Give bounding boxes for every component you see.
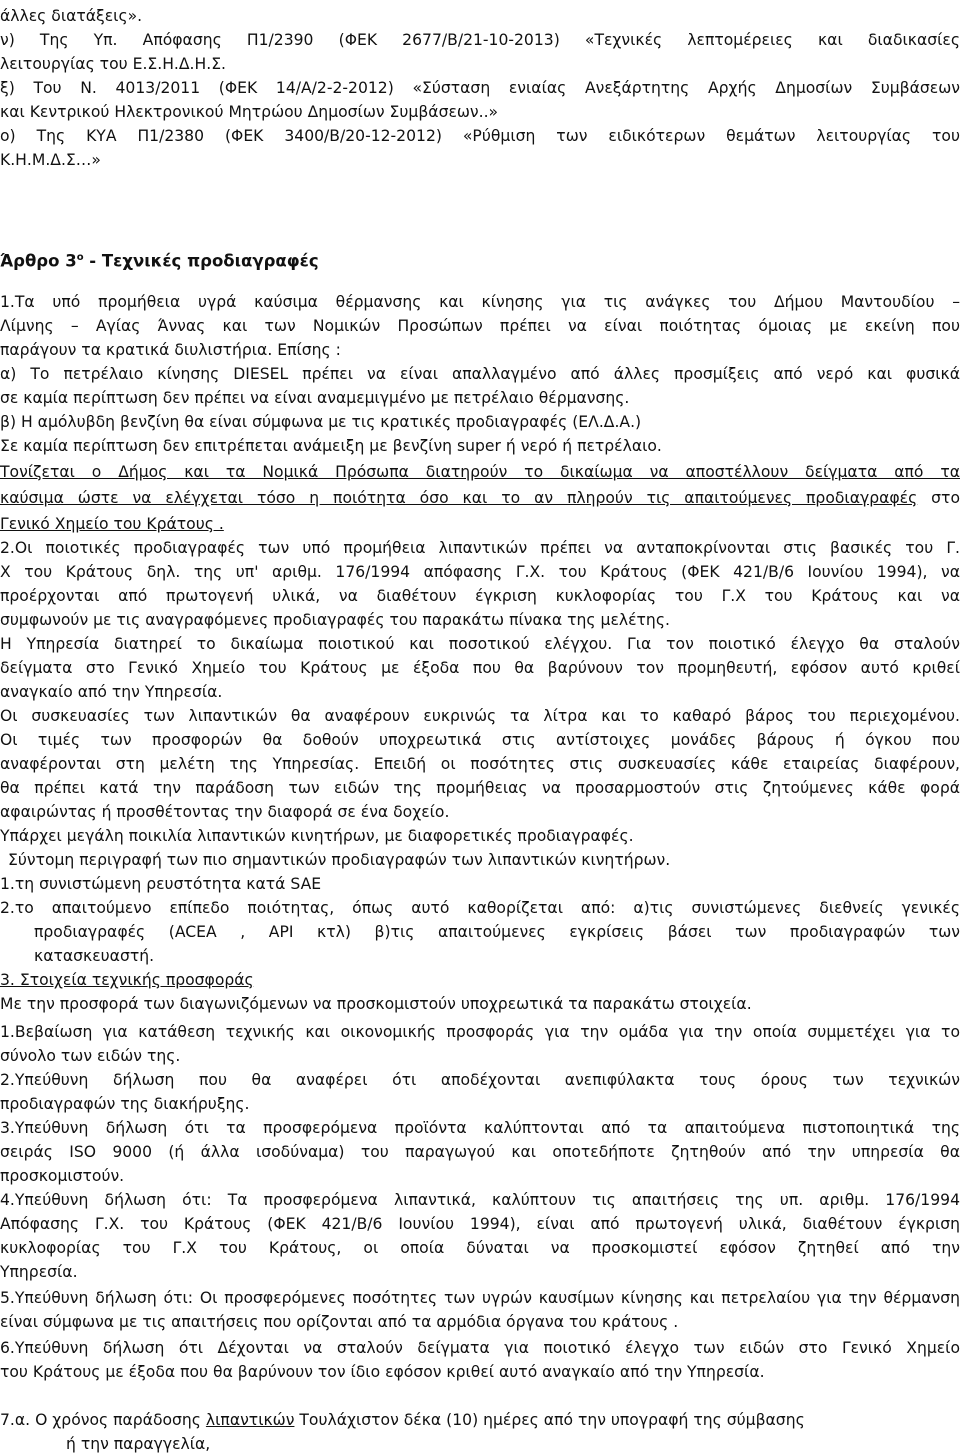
text-line: Υπάρχει μεγάλη ποικιλία λιπαντικών κινητήρων, με διαφορετικές προδιαγραφές. (0, 827, 634, 845)
text-line: 2.Υπεύθυνη δήλωση που θα αναφέρει ότι αποδέχονται ανεπιφύλακτα τους όρους των τεχνικών (0, 1071, 960, 1089)
underlined-text: Τονίζεται ο Δήμος και τα Νομικά Πρόσωπα διατηρούν το δικαίωμα να αποστέλλουν δείγματα από τα (0, 463, 960, 481)
heading-superscript: ο (76, 252, 84, 263)
text-line: 1.Βεβαίωση για κατάθεση τεχνικής και οικονομικής προσφοράς για την ομάδα για την οποία συμμετέχει για το (0, 1023, 960, 1041)
text-line: ν) Της Υπ. Απόφασης Π1/2390 (ΦΕΚ 2677/Β/21-10-2013) «Τεχνικές λεπτομέρειες και διαδικασίες (0, 31, 960, 49)
heading-prefix: Άρθρο 3 (0, 251, 77, 270)
underlined-text: 3. Στοιχεία τεχνικής προσφοράς (0, 971, 254, 989)
text-line: σύνολο των ειδών της. (0, 1047, 181, 1065)
text-line: λειτουργίας του Ε.Σ.Η.Δ.Η.Σ. (0, 55, 227, 73)
text-line: ο) Της ΚΥΑ Π1/2380 (ΦΕΚ 3400/Β/20-12-2012) «Ρύθμιση των ειδικότερων θεμάτων λειτουργίας του (0, 127, 960, 145)
text-line: Σύντομη περιγραφή των πιο σημαντικών προδιαγραφών των λιπαντικών κινητήρων. (8, 851, 671, 869)
text-line: κυκλοφορίας του Γ.Χ του Κράτους, οι οποία δύναται να προσκομιστεί εφόσον ζητηθεί από την (0, 1239, 960, 1257)
text-line: αναφέρονται στη μελέτη της Υπηρεσίας. Επειδή οι ποσότητες στις συσκευασίες κάθε εταιρείας διαφέρουν, (0, 755, 960, 773)
text-line: αναγκαίο από την Υπηρεσία. (0, 683, 223, 701)
text-line: δείγματα στο Γενικό Χημείο του Κράτους με έξοδα που θα βαρύνουν τον προμηθευτή, εφόσον αυτό κριθεί (0, 659, 960, 677)
text-line: Χ του Κράτους δηλ. της υπ' αριθμ. 176/1994 απόφασης Γ.Χ. του Κράτους (ΦΕΚ 421/Β/6 Ιουνίου 1994), να (0, 563, 960, 581)
text-line: 5.Υπεύθυνη δήλωση ότι: Οι προσφερόμενες ποσότητες των υγρών καυσίμων κίνησης και πετρελαίου για την θέρμανση (0, 1289, 960, 1307)
text-line: 4.Υπεύθυνη δήλωση ότι: Τα προσφερόμενα λιπαντικά, καλύπτουν τις απαιτήσεις της υπ. αριθμ. 176/1994 (0, 1191, 960, 1209)
text-line: 2.Οι ποιοτικές προδιαγραφές των υπό προμήθεια λιπαντικών πρέπει να ανταποκρίνονται στις βασικές του Γ. (0, 539, 960, 557)
underlined-text: Γενικό Χημείο του Κράτους . (0, 515, 224, 533)
text-line: θα πρέπει κατά την παράδοση των ειδών της προμήθειας να προσαρμοστούν στις ζητούμενες κάθε φορά (0, 779, 960, 797)
text-line: προσκομιστούν. (0, 1167, 125, 1185)
text-line: κατασκευαστή. (34, 947, 155, 965)
underlined-line (0, 486, 960, 510)
text-line: Λίμνης – Αγίας Άννας και των Νομικών Προσώπων πρέπει να είναι ποιότητας όμοιας με εκείνη που (0, 317, 960, 335)
underlined-line (0, 460, 960, 484)
text-line: Με την προσφορά των διαγωνιζόμενων να προσκομιστούν υποχρεωτικά τα παρακάτω στοιχεία. (0, 995, 752, 1013)
text-line: σειράς ISO 9000 (ή άλλα ισοδύναμα) του παραγωγού και οποτεδήποτε ζητηθούν από την υπηρεσία θα (0, 1143, 960, 1161)
text-line: Οι συσκευασίες των λιπαντικών θα αναφέρουν ευκρινώς τα λίτρα και το καθαρό βάρος του περιεχομένου. (0, 707, 960, 725)
underlined-line (0, 512, 960, 536)
text-line: και Κεντρικού Ηλεκτρονικού Μητρώου Δημοσίων Συμβάσεων..» (0, 103, 499, 121)
text-line: συμφωνούν με τις αναγραφόμενες προδιαγραφές του παρακάτω πίνακα της μελέτης. (0, 611, 670, 629)
text-line: είναι σύμφωνα με τις απαιτήσεις που ορίζονται από τα αρμόδια όργανα του κράτους . (0, 1313, 679, 1331)
text-line: 2.το απαιτούμενο επίπεδο ποιότητας, όπως αυτό καθορίζεται από: α)τις συνιστώμενες διεθνείς γενικές (0, 899, 960, 917)
text-line: ή την παραγγελία, (66, 1435, 211, 1453)
text-line: Σε καμία περίπτωση δεν επιτρέπεται ανάμειξη με βενζίνη super ή νερό ή πετρέλαιο. (0, 437, 662, 455)
section-heading (0, 246, 960, 270)
text-line: 3.Υπεύθυνη δήλωση ότι τα προσφερόμενα προϊόντα καλύπτονται από τα απαιτούμενα πιστοποιητικά της (0, 1119, 960, 1137)
text-line: ξ) Του Ν. 4013/2011 (ΦΕΚ 14/Α/2-2-2012) «Σύσταση ενιαίας Ανεξάρτητης Αρχής Δημοσίων Συμβάσεων (0, 79, 960, 97)
text-line: α) Το πετρέλαιο κίνησης DIESEL πρέπει να είναι απαλλαγμένο από άλλες προσμίξεις από νερό και φυσικά (0, 365, 960, 383)
text-line: του Κράτους με έξοδα που θα βαρύνουν τον ίδιο εφόσον κριθεί αυτό αναγκαίο από την Υπηρεσία. (0, 1363, 765, 1381)
underlined-line (0, 968, 960, 992)
text-line: άλλες διατάξεις». (0, 7, 143, 25)
text-line: αφαιρώντας ή προσθέτοντας την διαφορά σε ένα δοχείο. (0, 803, 450, 821)
text-line: παράγουν τα κρατικά διυλιστήρια. Επίσης : (0, 341, 341, 359)
text-line: προδιαγραφές (ACEA , API κτλ) β)τις απαιτούμενες εγκρίσεις βάσει των προδιαγραφών των (34, 923, 960, 941)
underlined-text: καύσιμα ώστε να ελέγχεται τόσο η ποιότητα όσο και το αν πληρούν τις απαιτούμενες προδιαγραφές (0, 489, 918, 507)
underlined-text-tail: στο (917, 489, 960, 507)
text-line: Υπηρεσία. (0, 1263, 78, 1281)
heading-title: - Τεχνικές προδιαγραφές (83, 251, 319, 270)
text-line: Η Υπηρεσία διατηρεί το δικαίωμα ποιοτικού και ποσοτικού ελέγχου. Για τον ποιοτικό έλεγχο θα σταλούν (0, 635, 960, 653)
text-line (0, 1408, 960, 1432)
text-line: προέρχονται από πρωτογενή υλικά, να διαθέτουν έγκριση κυκλοφορίας του Γ.Χ του Κράτους και να (0, 587, 960, 605)
text-line: σε καμία περίπτωση δεν πρέπει να είναι αναμεμιγμένο με πετρέλαιο θέρμανσης. (0, 389, 630, 407)
text-line: Απόφασης Γ.Χ. του Κράτους (ΦΕΚ 421/Β/6 Ιουνίου 1994), είναι από πρωτογενή υλικά, διαθέτουν έγκριση (0, 1215, 960, 1233)
text-line: β) Η αμόλυβδη βενζίνη θα είναι σύμφωνα με τις κρατικές προδιαγραφές (ΕΛ.Δ.Α.) (0, 413, 642, 431)
text-line: 6.Υπεύθυνη δήλωση ότι Δέχονται να σταλούν δείγματα για ποιοτικό έλεγχο των ειδών στο Γενικό Χημείο (0, 1339, 960, 1357)
text-segment: 7.α. Ο χρόνος παράδοσης (0, 1411, 206, 1429)
text-segment: Τουλάχιστον δέκα (10) ημέρες από την υπογραφή της σύμβασης (294, 1411, 805, 1429)
text-line: Κ.Η.Μ.Δ.Σ…» (0, 151, 101, 169)
text-line: Οι τιμές των προσφορών θα δοθούν υποχρεωτικά στις αντίστοιχες μονάδες βάρους ή όγκου που (0, 731, 960, 749)
text-line: προδιαγραφών της διακήρυξης. (0, 1095, 250, 1113)
text-line: 1.Τα υπό προμήθεια υγρά καύσιμα θέρμανσης και κίνησης για τις ανάγκες του Δήμου Μαντουδίου – (0, 293, 960, 311)
underlined-text: λιπαντικών (205, 1411, 295, 1429)
text-line: 1.τη συνιστώμενη ρευστότητα κατά SAE (0, 875, 322, 893)
